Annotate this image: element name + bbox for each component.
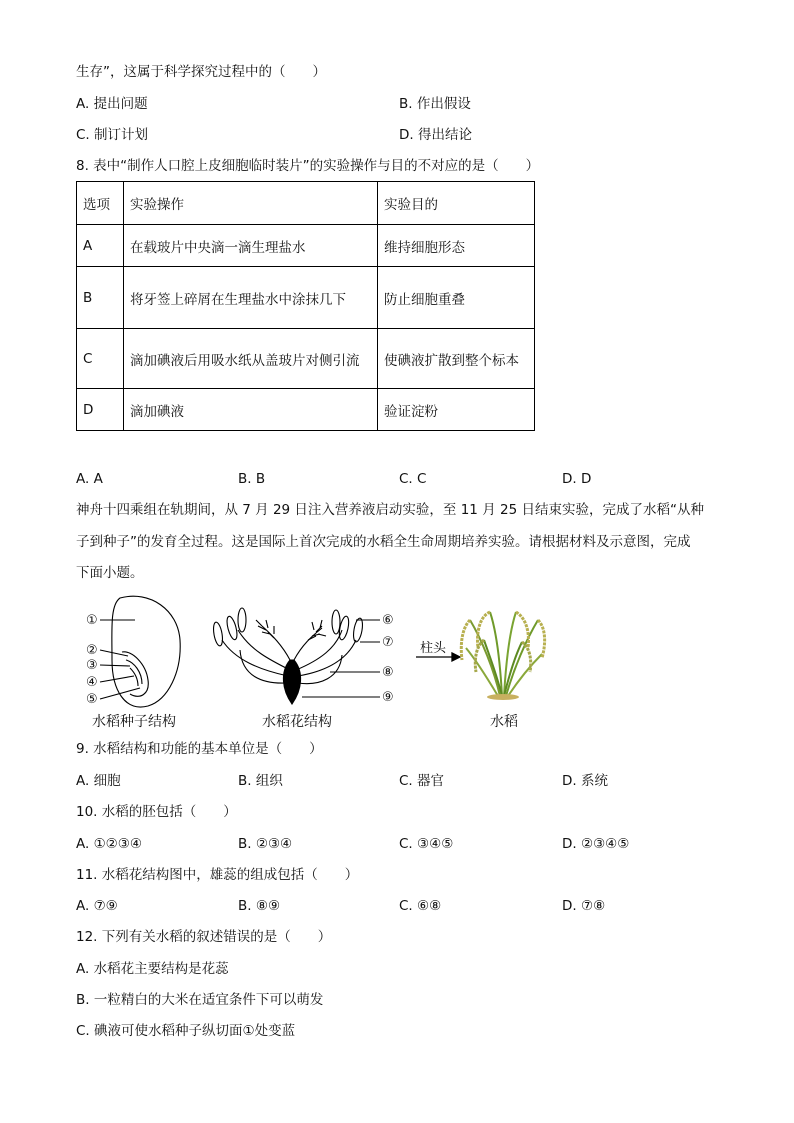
q12-option-a: A. 水稻花主要结构是花蕊 — [76, 961, 229, 977]
rice-seed-drawing — [100, 596, 180, 707]
q12-stem: 12. 下列有关水稻的叙述错误的是（ ） — [76, 929, 332, 945]
table-cell: 将牙签上碎屑在生理盐水中涂抹几下 — [124, 267, 378, 329]
table-cell: A — [77, 225, 124, 267]
q9-option-b: B. 组织 — [238, 773, 283, 789]
q10-option-d: D. ②③④⑤ — [562, 836, 630, 852]
q12-option-c: C. 碘液可使水稻种子纵切面①处变蓝 — [76, 1023, 296, 1039]
table-cell: 在载玻片中央滴一滴生理盐水 — [124, 225, 378, 267]
table-cell: C — [77, 329, 124, 389]
q11-stem: 11. 水稻花结构图中，雄蕊的组成包括（ ） — [76, 867, 359, 883]
caption-seed: 水稻种子结构 — [92, 714, 176, 730]
q7-option-b: B. 作出假设 — [399, 96, 471, 112]
rice-plant-drawing — [461, 612, 544, 700]
table-cell: 滴加碘液 — [124, 389, 378, 431]
seed-label-1: ① — [86, 613, 98, 628]
q11-option-a: A. ⑦⑨ — [76, 898, 118, 914]
flower-label-7: ⑦ — [382, 635, 394, 650]
table-cell: 验证淀粉 — [378, 389, 535, 431]
table-cell: 滴加碘液后用吸水纸从盖玻片对侧引流 — [124, 329, 378, 389]
q10-option-b: B. ②③④ — [238, 836, 293, 852]
rice-flower-drawing — [212, 608, 380, 704]
q10-stem: 10. 水稻的胚包括（ ） — [76, 804, 237, 820]
q7-option-c: C. 制订计划 — [76, 127, 149, 143]
q10-option-a: A. ①②③④ — [76, 836, 142, 852]
seed-label-5: ⑤ — [86, 692, 98, 707]
table-header-cell: 选项 — [77, 182, 124, 225]
q7-option-a: A. 提出问题 — [76, 96, 148, 112]
q8-option-b: B. B — [238, 471, 266, 487]
q12-option-b: B. 一粒精白的大米在适宜条件下可以萌发 — [76, 992, 324, 1008]
table-cell: B — [77, 267, 124, 329]
table-cell: 使碘液扩散到整个标本 — [378, 329, 535, 389]
material-line-1: 神舟十四乘组在轨期间，从 7 月 29 日注入营养液启动实验，至 11 月 25 日结束实验，完成了水稻“从种 — [76, 502, 704, 518]
table-cell: D — [77, 389, 124, 431]
caption-flower: 水稻花结构 — [262, 714, 332, 730]
table-cell: 维持细胞形态 — [378, 225, 535, 267]
material-line-2: 子到种子”的发育全过程。这是国际上首次完成的水稻全生命周期培养实验。请根据材料及示意图，完成 — [76, 534, 691, 550]
seed-label-2: ② — [86, 643, 98, 658]
q8-stem: 8. 表中“制作人口腔上皮细胞临时装片”的实验操作与目的不对应的是（ ） — [76, 158, 540, 174]
q11-option-c: C. ⑥⑧ — [399, 898, 442, 914]
q9-option-d: D. 系统 — [562, 773, 608, 789]
table-cell: 防止细胞重叠 — [378, 267, 535, 329]
flower-label-6: ⑥ — [382, 613, 394, 628]
q9-option-a: A. 细胞 — [76, 773, 121, 789]
flower-label-9: ⑨ — [382, 690, 394, 705]
table-header-cell: 实验操作 — [124, 182, 378, 225]
table-header-cell: 实验目的 — [378, 182, 535, 225]
q10-option-c: C. ③④⑤ — [399, 836, 454, 852]
q8-option-a: A. A — [76, 471, 103, 487]
seed-label-4: ④ — [86, 675, 98, 690]
q11-option-b: B. ⑧⑨ — [238, 898, 281, 914]
q8-option-d: D. D — [562, 471, 592, 487]
arrow-label: 柱头 — [420, 641, 447, 656]
flower-label-8: ⑧ — [382, 665, 394, 680]
q7-option-d: D. 得出结论 — [399, 127, 472, 143]
q9-option-c: C. 器官 — [399, 773, 445, 789]
q11-option-d: D. ⑦⑧ — [562, 898, 606, 914]
q7-stem: 生存”，这属于科学探究过程中的（ ） — [76, 64, 326, 80]
caption-plant: 水稻 — [490, 714, 518, 730]
material-line-3: 下面小题。 — [76, 565, 144, 581]
q8-option-c: C. C — [399, 471, 427, 487]
seed-label-3: ③ — [86, 658, 98, 673]
q9-stem: 9. 水稻结构和功能的基本单位是（ ） — [76, 741, 323, 757]
